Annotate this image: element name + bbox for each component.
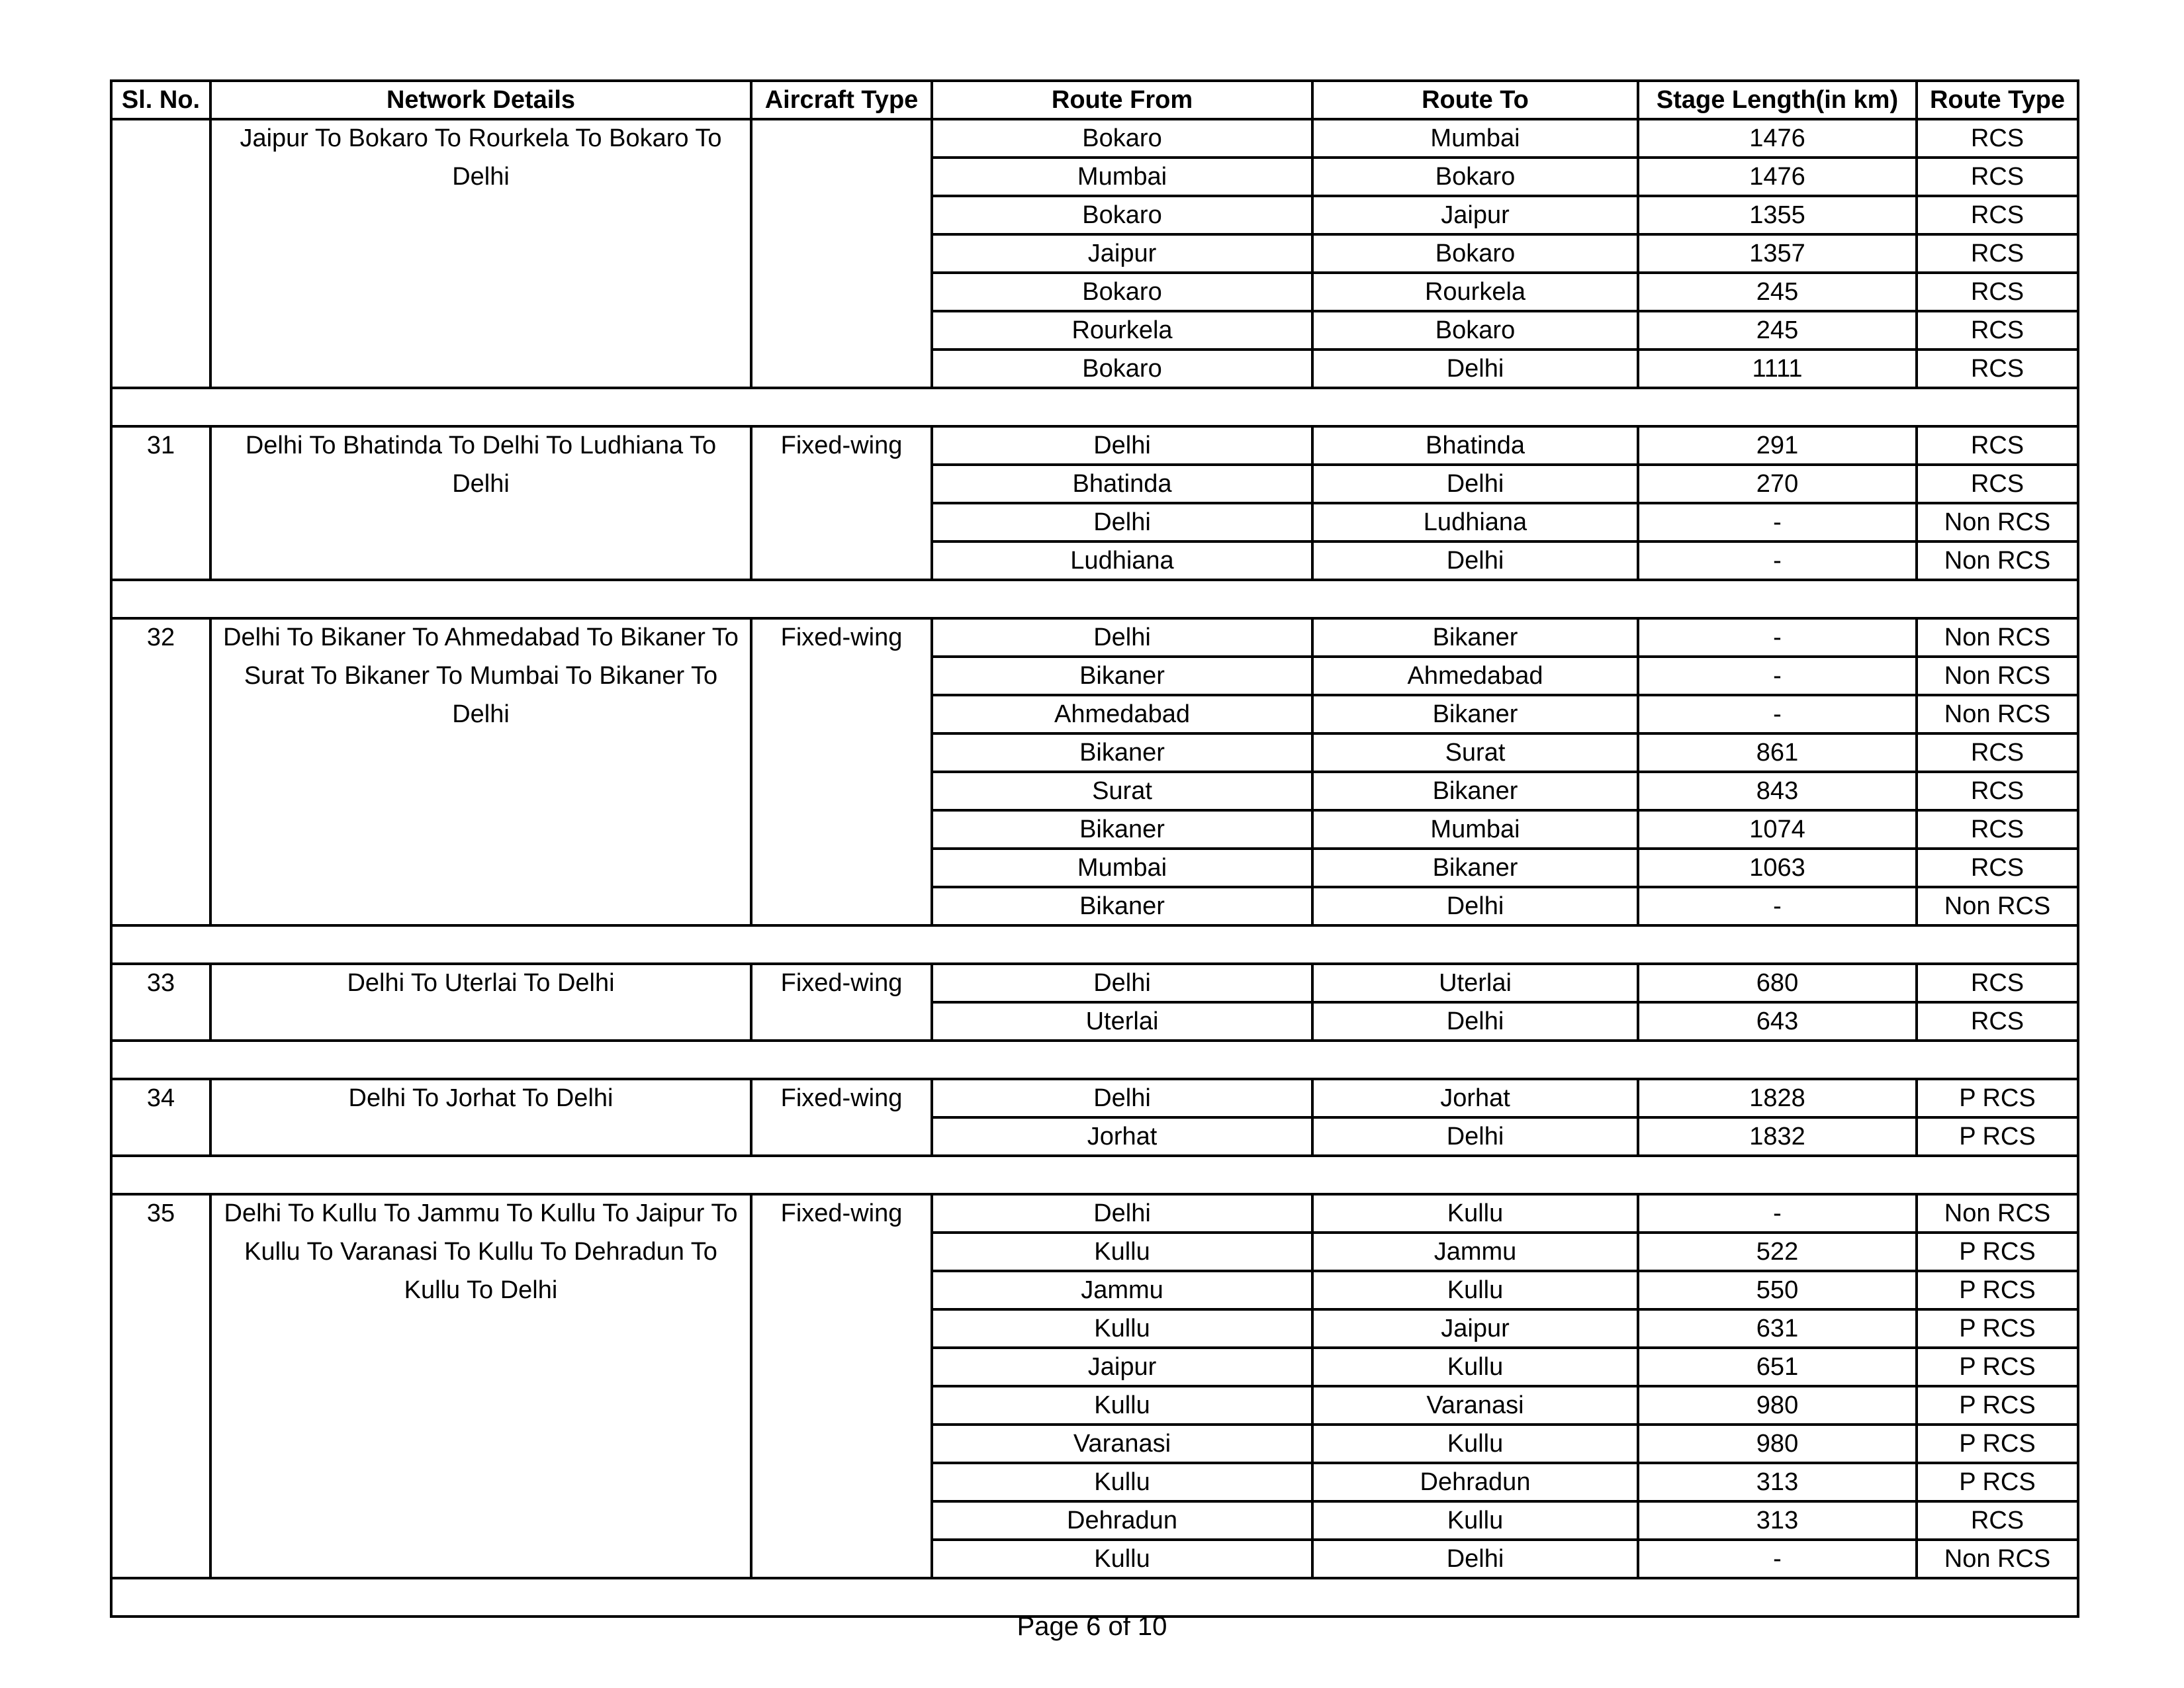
column-header-stage-length: Stage Length(in km) (1656, 86, 1899, 114)
group-bottom-rule (110, 1577, 2079, 1579)
stage-length-cell: - (1773, 508, 1782, 536)
group-bottom-rule (110, 1154, 2079, 1157)
stage-length-cell: - (1773, 1199, 1782, 1227)
route-type-cell: RCS (1970, 854, 2025, 882)
stage-length-cell: 1476 (1749, 124, 1805, 152)
route-from-cell: Mumbai (1077, 163, 1167, 191)
route-type-cell: Non RCS (1944, 624, 2051, 651)
group-column-rule (1311, 962, 1314, 1042)
route-row-rule (931, 732, 2079, 735)
stage-length-cell: 245 (1756, 278, 1799, 306)
stage-length-cell: 313 (1756, 1507, 1799, 1534)
group-column-rule (1311, 118, 1314, 389)
aircraft-type-cell: Fixed-wing (780, 1084, 903, 1112)
route-to-cell: Delhi (1446, 1545, 1504, 1573)
route-from-cell: Jaipur (1087, 1353, 1157, 1381)
stage-length-cell: - (1773, 547, 1782, 575)
stage-length-cell: - (1773, 624, 1782, 651)
route-row-rule (931, 1462, 2079, 1464)
group-column-rule (931, 962, 933, 1042)
group-column-rule (2077, 617, 2079, 927)
stage-length-cell: 861 (1756, 739, 1799, 767)
route-row-rule (931, 156, 2079, 159)
route-row-rule (931, 1308, 2079, 1311)
group-column-rule (1637, 962, 1639, 1042)
sl-no-cell: 35 (146, 1199, 175, 1227)
separator-right-rule (2077, 1154, 2079, 1196)
route-type-cell: Non RCS (1944, 547, 2051, 575)
group-column-rule (1915, 118, 1918, 389)
aircraft-type-cell (751, 119, 932, 158)
column-header-route-type: Route Type (1929, 86, 2066, 114)
route-to-cell: Surat (1445, 739, 1506, 767)
route-to-cell: Delhi (1446, 1008, 1504, 1035)
route-from-cell: Ahmedabad (1054, 700, 1190, 728)
group-column-rule (1915, 1078, 1918, 1157)
group-column-rule (2077, 1078, 2079, 1157)
route-type-cell: P RCS (1959, 1353, 2036, 1381)
header-column-rule (1637, 79, 1639, 120)
route-row-rule (931, 886, 2079, 888)
header-column-rule (2077, 79, 2079, 120)
route-type-cell: Non RCS (1944, 700, 2051, 728)
stage-length-cell: 643 (1756, 1008, 1799, 1035)
route-from-cell: Bokaro (1082, 201, 1162, 229)
network-details-cell: Delhi To Jorhat To Delhi (348, 1084, 614, 1112)
route-from-cell: Jaipur (1087, 240, 1157, 267)
route-type-cell: RCS (1970, 777, 2025, 805)
route-from-cell: Dehradun (1067, 1507, 1177, 1534)
stage-length-cell: 270 (1756, 470, 1799, 498)
group-bottom-rule (110, 387, 2079, 389)
route-type-cell: Non RCS (1944, 892, 2051, 920)
route-row-rule (931, 1116, 2079, 1119)
stage-length-cell: 1476 (1749, 163, 1805, 191)
group-column-rule (2077, 1193, 2079, 1579)
route-row-rule (931, 809, 2079, 812)
group-column-rule (1637, 1193, 1639, 1579)
route-type-cell: P RCS (1959, 1468, 2036, 1496)
column-header-aircraft-type: Aircraft Type (764, 86, 919, 114)
route-from-cell: Delhi (1093, 624, 1151, 651)
group-column-rule (1311, 1193, 1314, 1579)
stage-length-cell: 313 (1756, 1468, 1799, 1496)
column-header-route-to: Route To (1422, 86, 1529, 114)
header-column-rule (750, 79, 752, 120)
separator-right-rule (2077, 924, 2079, 965)
route-type-cell: RCS (1970, 432, 2025, 459)
stage-length-cell: - (1773, 700, 1782, 728)
group-column-rule (1311, 425, 1314, 581)
route-from-cell: Kullu (1094, 1545, 1150, 1573)
route-from-cell: Kullu (1094, 1468, 1150, 1496)
group-column-rule (931, 425, 933, 581)
group-column-rule (1637, 425, 1639, 581)
stage-length-cell: 291 (1756, 432, 1799, 459)
group-column-rule (750, 1078, 752, 1157)
route-type-cell: P RCS (1959, 1123, 2036, 1150)
group-column-rule (1915, 617, 1918, 927)
route-type-cell: P RCS (1959, 1391, 2036, 1419)
aircraft-type-cell: Fixed-wing (780, 1199, 903, 1227)
route-to-cell: Bokaro (1435, 240, 1516, 267)
separator-right-rule (2077, 387, 2079, 428)
aircraft-type-cell: Fixed-wing (780, 969, 903, 997)
route-row-rule (931, 195, 2079, 197)
route-from-cell: Uterlai (1085, 1008, 1159, 1035)
route-from-cell: Delhi (1093, 969, 1151, 997)
route-to-cell: Kullu (1447, 1507, 1504, 1534)
group-bottom-rule (110, 924, 2079, 927)
group-column-rule (209, 1078, 212, 1157)
header-column-rule (931, 79, 933, 120)
group-column-rule (110, 118, 113, 389)
group-column-rule (110, 1078, 113, 1157)
network-details-cell: Delhi To Uterlai To Delhi (347, 969, 615, 997)
separator-left-rule (110, 387, 113, 428)
stage-length-cell: 245 (1756, 316, 1799, 344)
group-column-rule (1311, 617, 1314, 927)
stage-length-cell: 843 (1756, 777, 1799, 805)
route-from-cell: Jammu (1081, 1276, 1163, 1304)
stage-length-cell: 1355 (1749, 201, 1805, 229)
route-from-cell: Mumbai (1077, 854, 1167, 882)
route-row-rule (931, 348, 2079, 351)
group-column-rule (1915, 1193, 1918, 1579)
group-column-rule (1915, 425, 1918, 581)
route-type-cell: RCS (1970, 739, 2025, 767)
network-details-cell: Delhi To Kullu To Jammu To Kullu To Jaipur To Kullu To Varanasi To Kullu To Dehradun To Kullu To Delhi (224, 1199, 738, 1304)
route-to-cell: Bikaner (1432, 777, 1518, 805)
stage-length-cell: 1074 (1749, 816, 1805, 843)
route-from-cell: Delhi (1093, 432, 1151, 459)
stage-length-cell: 1063 (1749, 854, 1805, 882)
column-header-route-from: Route From (1051, 86, 1193, 114)
route-to-cell: Delhi (1446, 355, 1504, 383)
aircraft-type-cell: Fixed-wing (780, 432, 903, 459)
group-column-rule (931, 118, 933, 389)
route-to-cell: Kullu (1447, 1430, 1504, 1458)
route-to-cell: Bikaner (1432, 624, 1518, 651)
stage-length-cell: 550 (1756, 1276, 1799, 1304)
route-from-cell: Kullu (1094, 1315, 1150, 1342)
group-column-rule (209, 962, 212, 1042)
route-type-cell: P RCS (1959, 1238, 2036, 1266)
group-column-rule (1311, 1078, 1314, 1157)
group-column-rule (209, 617, 212, 927)
group-column-rule (750, 425, 752, 581)
route-from-cell: Kullu (1094, 1238, 1150, 1266)
route-to-cell: Bhatinda (1425, 432, 1525, 459)
route-row-rule (931, 233, 2079, 236)
route-from-cell: Bikaner (1079, 739, 1165, 767)
route-type-cell: Non RCS (1944, 662, 2051, 690)
route-to-cell: Delhi (1446, 470, 1504, 498)
stage-length-cell: 1828 (1749, 1084, 1805, 1112)
route-from-cell: Varanasi (1073, 1430, 1171, 1458)
group-column-rule (2077, 962, 2079, 1042)
separator-right-rule (2077, 1039, 2079, 1080)
route-to-cell: Bikaner (1432, 854, 1518, 882)
route-to-cell: Varanasi (1426, 1391, 1524, 1419)
route-row-rule (931, 1270, 2079, 1272)
route-to-cell: Ludhiana (1423, 508, 1527, 536)
route-type-cell: RCS (1970, 470, 2025, 498)
sl-no-cell: 33 (146, 969, 175, 997)
route-row-rule (931, 771, 2079, 773)
route-from-cell: Kullu (1094, 1391, 1150, 1419)
route-to-cell: Ahmedabad (1407, 662, 1543, 690)
route-to-cell: Rourkela (1424, 278, 1526, 306)
route-row-rule (931, 271, 2079, 274)
column-header-sl-no: Sl. No. (121, 86, 201, 114)
header-column-rule (209, 79, 212, 120)
route-to-cell: Delhi (1446, 547, 1504, 575)
route-to-cell: Jorhat (1440, 1084, 1510, 1112)
route-type-cell: P RCS (1959, 1276, 2036, 1304)
route-from-cell: Bhatinda (1072, 470, 1172, 498)
route-row-rule (931, 540, 2079, 543)
route-from-cell: Ludhiana (1070, 547, 1174, 575)
network-details-cell: Delhi To Bhatinda To Delhi To Ludhiana To Delhi (245, 432, 717, 498)
route-row-rule (931, 310, 2079, 312)
route-row-rule (931, 1001, 2079, 1004)
route-to-cell: Mumbai (1430, 124, 1520, 152)
sl-no-cell: 31 (146, 432, 175, 459)
group-bottom-rule (110, 1039, 2079, 1042)
route-row-rule (931, 1231, 2079, 1234)
route-to-cell: Kullu (1447, 1353, 1504, 1381)
route-from-cell: Bokaro (1082, 124, 1162, 152)
group-column-rule (931, 1193, 933, 1579)
route-from-cell: Rourkela (1071, 316, 1173, 344)
column-header-network-details: Network Details (386, 86, 576, 114)
route-row-rule (931, 1385, 2079, 1387)
stage-length-cell: 980 (1756, 1430, 1799, 1458)
route-row-rule (931, 1346, 2079, 1349)
stage-length-cell: 631 (1756, 1315, 1799, 1342)
sl-no-cell: 32 (146, 624, 175, 651)
group-column-rule (110, 1193, 113, 1579)
page-number: Page 6 of 10 (1017, 1612, 1167, 1641)
route-type-cell: P RCS (1959, 1315, 2036, 1342)
route-type-cell: RCS (1970, 201, 2025, 229)
route-type-cell: RCS (1970, 124, 2025, 152)
route-type-cell: P RCS (1959, 1084, 2036, 1112)
route-from-cell: Delhi (1093, 508, 1151, 536)
route-to-cell: Kullu (1447, 1199, 1504, 1227)
route-from-cell: Bokaro (1082, 355, 1162, 383)
route-type-cell: RCS (1970, 278, 2025, 306)
header-column-rule (110, 79, 113, 120)
group-column-rule (2077, 118, 2079, 389)
route-type-cell: RCS (1970, 1507, 2025, 1534)
route-to-cell: Bikaner (1432, 700, 1518, 728)
header-column-rule (1915, 79, 1918, 120)
stage-length-cell: 1111 (1752, 355, 1803, 383)
group-column-rule (209, 1193, 212, 1579)
route-type-cell: Non RCS (1944, 508, 2051, 536)
stage-length-cell: 1357 (1749, 240, 1805, 267)
route-type-cell: RCS (1970, 240, 2025, 267)
route-row-rule (931, 694, 2079, 696)
group-column-rule (110, 617, 113, 927)
route-type-cell: RCS (1970, 316, 2025, 344)
network-details-cell: Jaipur To Bokaro To Rourkela To Bokaro To Delhi (240, 124, 722, 191)
route-type-cell: RCS (1970, 816, 2025, 843)
route-to-cell: Jaipur (1441, 201, 1510, 229)
group-column-rule (750, 118, 752, 389)
route-to-cell: Kullu (1447, 1276, 1504, 1304)
separator-left-rule (110, 1039, 113, 1080)
group-column-rule (209, 425, 212, 581)
stage-length-cell: 651 (1756, 1353, 1799, 1381)
group-column-rule (110, 962, 113, 1042)
route-to-cell: Jaipur (1441, 1315, 1510, 1342)
stage-length-cell: - (1773, 662, 1782, 690)
group-column-rule (931, 617, 933, 927)
stage-length-cell: - (1773, 892, 1782, 920)
group-column-rule (931, 1078, 933, 1157)
route-to-cell: Bokaro (1435, 316, 1516, 344)
route-to-cell: Dehradun (1420, 1468, 1531, 1496)
route-to-cell: Delhi (1446, 892, 1504, 920)
route-from-cell: Delhi (1093, 1199, 1151, 1227)
route-row-rule (931, 463, 2079, 466)
route-type-cell: Non RCS (1944, 1199, 2051, 1227)
group-bottom-rule (110, 579, 2079, 581)
group-column-rule (1637, 1078, 1639, 1157)
route-type-cell: Non RCS (1944, 1545, 2051, 1573)
group-column-rule (750, 617, 752, 927)
stage-length-cell: 680 (1756, 969, 1799, 997)
route-type-cell: RCS (1970, 355, 2025, 383)
separator-left-rule (110, 579, 113, 620)
route-to-cell: Mumbai (1430, 816, 1520, 843)
route-row-rule (931, 847, 2079, 850)
group-column-rule (110, 425, 113, 581)
sl-no-cell: 34 (146, 1084, 175, 1112)
route-to-cell: Delhi (1446, 1123, 1504, 1150)
route-type-cell: RCS (1970, 969, 2025, 997)
group-column-rule (2077, 425, 2079, 581)
group-column-rule (209, 118, 212, 389)
route-from-cell: Jorhat (1087, 1123, 1158, 1150)
route-from-cell: Bikaner (1079, 892, 1165, 920)
stage-length-cell: 980 (1756, 1391, 1799, 1419)
route-from-cell: Surat (1092, 777, 1152, 805)
aircraft-type-cell: Fixed-wing (780, 624, 903, 651)
route-from-cell: Bokaro (1082, 278, 1162, 306)
route-row-rule (931, 1538, 2079, 1541)
stage-length-cell: 522 (1756, 1238, 1799, 1266)
stage-length-cell: 1832 (1749, 1123, 1805, 1150)
route-row-rule (931, 1423, 2079, 1426)
route-to-cell: Jammu (1433, 1238, 1517, 1266)
group-column-rule (750, 962, 752, 1042)
route-row-rule (931, 1500, 2079, 1503)
group-column-rule (750, 1193, 752, 1579)
route-to-cell: Uterlai (1439, 969, 1512, 997)
route-from-cell: Bikaner (1079, 662, 1165, 690)
route-from-cell: Delhi (1093, 1084, 1151, 1112)
separator-left-rule (110, 1154, 113, 1196)
route-type-cell: P RCS (1959, 1430, 2036, 1458)
sl-no-cell (111, 119, 210, 158)
separator-left-rule (110, 924, 113, 965)
route-type-cell: RCS (1970, 163, 2025, 191)
group-column-rule (1637, 118, 1639, 389)
header-column-rule (1311, 79, 1314, 120)
route-from-cell: Bikaner (1079, 816, 1165, 843)
group-column-rule (1915, 962, 1918, 1042)
route-to-cell: Bokaro (1435, 163, 1516, 191)
route-row-rule (931, 502, 2079, 504)
stage-length-cell: - (1773, 1545, 1782, 1573)
route-type-cell: RCS (1970, 1008, 2025, 1035)
route-row-rule (931, 655, 2079, 658)
network-details-cell: Delhi To Bikaner To Ahmedabad To Bikaner To Surat To Bikaner To Mumbai To Bikaner To Delhi (223, 624, 739, 728)
separator-right-rule (2077, 579, 2079, 620)
group-column-rule (1637, 617, 1639, 927)
